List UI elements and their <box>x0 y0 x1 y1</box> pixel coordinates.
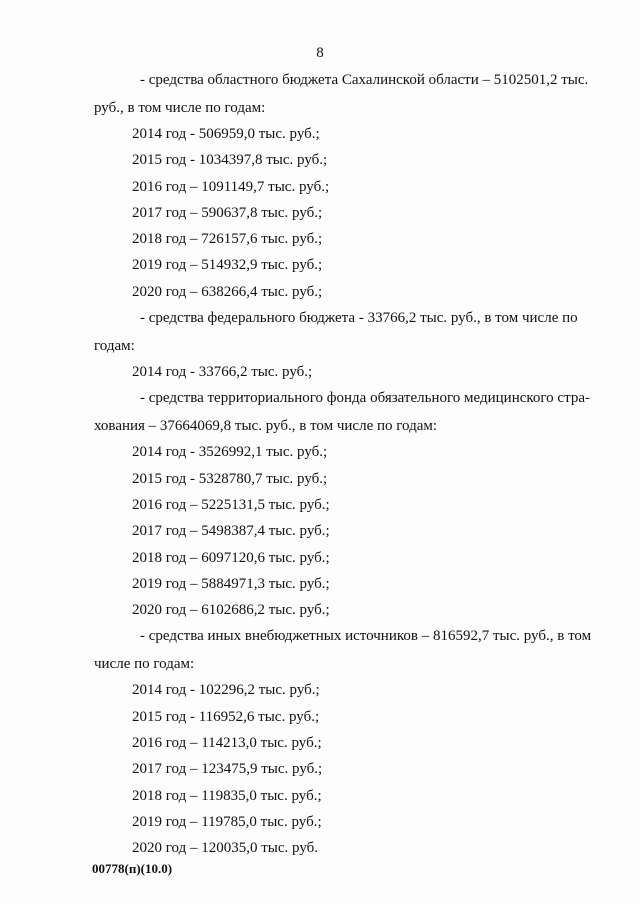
document-code: 00778(п)(10.0) <box>92 861 173 876</box>
year-line: 2014 год - 3526992,1 тыс. руб.; <box>132 444 328 461</box>
section-federal-budget <box>94 305 604 385</box>
year-line: 2017 год – 5498387,4 тыс. руб.; <box>132 523 330 540</box>
year-line: 2019 год – 119785,0 тыс. руб.; <box>132 813 322 830</box>
year-line: 2019 год – 5884971,3 тыс. руб.; <box>132 575 330 592</box>
section-text-line: - средства областного бюджета Сахалинской области – 5102501,2 тыс. <box>140 72 589 88</box>
year-line: 2016 год – 5225131,5 тыс. руб.; <box>132 496 330 513</box>
budget-content <box>94 67 604 862</box>
section-text-line: - средства территориального фонда обязательного медицинского стра- <box>140 390 590 407</box>
section-other-sources <box>94 623 604 861</box>
year-line: 2018 год – 726157,6 тыс. руб.; <box>132 231 323 248</box>
page-number: 8 <box>316 45 324 61</box>
section-text-line: хования – 37664069,8 тыс. руб., в том числе по годам: <box>94 418 438 435</box>
year-line: 2020 год – 638266,4 тыс. руб.; <box>132 283 323 300</box>
section-text-line: - средства федерального бюджета - 33766,2 тыс. руб., в том числе по <box>140 310 578 327</box>
year-line: 2015 год - 116952,6 тыс. руб.; <box>132 708 320 725</box>
section-text-line: годам: <box>94 338 135 355</box>
year-line: 2019 год – 514932,9 тыс. руб.; <box>132 257 323 274</box>
year-line: 2015 год - 1034397,8 тыс. руб.; <box>132 152 328 169</box>
section-insurance-fund <box>94 385 604 623</box>
year-line: 2020 год – 6102686,2 тыс. руб.; <box>132 602 330 619</box>
year-line: 2016 год – 1091149,7 тыс. руб.; <box>132 178 330 195</box>
section-regional-budget <box>94 67 604 305</box>
section-text-line: - средства иных внебюджетных источников – 816592,7 тыс. руб., в том <box>140 628 592 645</box>
year-line: 2014 год - 506959,0 тыс. руб.; <box>132 126 320 142</box>
year-line: 2018 год – 119835,0 тыс. руб.; <box>132 787 322 804</box>
year-line: 2015 год - 5328780,7 тыс. руб.; <box>132 470 328 487</box>
year-line: 2014 год - 102296,2 тыс. руб.; <box>132 682 320 699</box>
year-line: 2016 год – 114213,0 тыс. руб.; <box>132 735 322 752</box>
section-text-line: числе по годам: <box>94 656 195 673</box>
year-line: 2018 год – 6097120,6 тыс. руб.; <box>132 549 330 566</box>
section-text-line: руб., в том числе по годам: <box>94 100 266 116</box>
year-line: 2017 год – 123475,9 тыс. руб.; <box>132 761 323 778</box>
year-line: 2014 год - 33766,2 тыс. руб.; <box>132 364 313 381</box>
year-line: 2017 год – 590637,8 тыс. руб.; <box>132 204 323 221</box>
year-line: 2020 год – 120035,0 тыс. руб. <box>132 840 319 857</box>
